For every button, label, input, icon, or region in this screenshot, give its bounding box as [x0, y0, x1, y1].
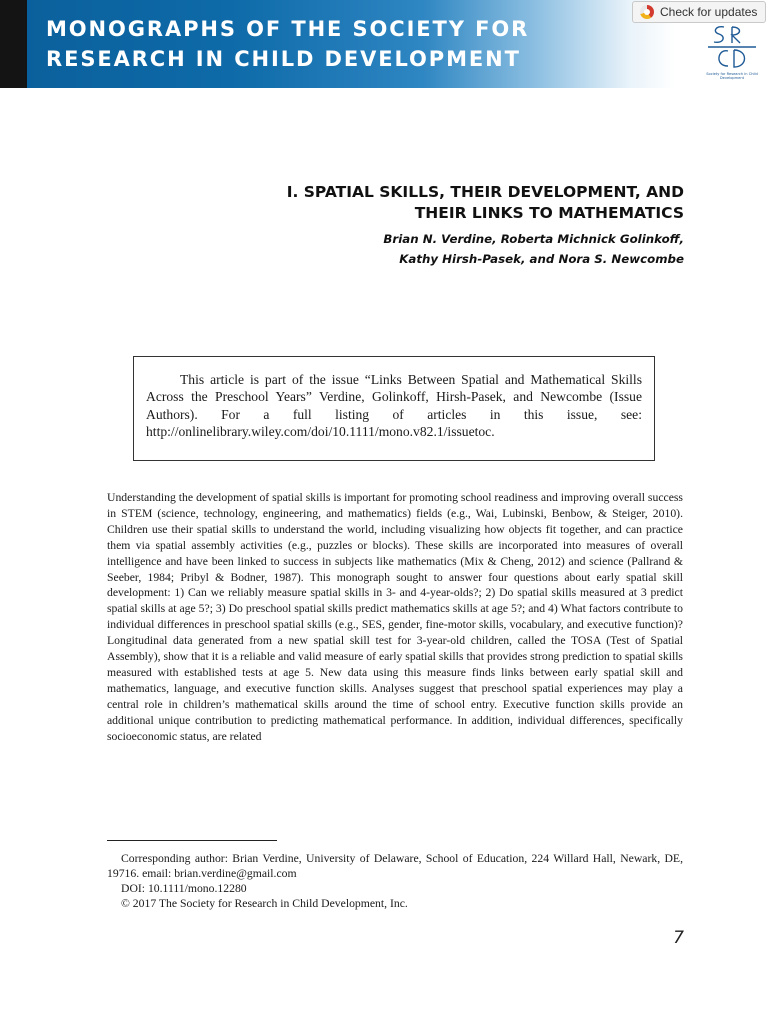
journal-title-line-2: RESEARCH IN CHILD DEVELOPMENT — [46, 47, 521, 71]
check-for-updates-button[interactable] — [632, 1, 766, 23]
srcd-logo-caption: Society for Research in Child Development — [706, 72, 758, 80]
journal-title — [46, 14, 566, 74]
article-title-line-1: I. SPATIAL SKILLS, THEIR DEVELOPMENT, AND — [286, 183, 684, 201]
article-title-line-2: THEIR LINKS TO MATHEMATICS — [414, 204, 684, 222]
journal-title-line-1: MONOGRAPHS OF THE SOCIETY FOR — [46, 17, 530, 41]
check-for-updates-label: Check for updates — [660, 5, 758, 19]
page-number: 7 — [673, 928, 684, 948]
srcd-logo — [704, 24, 760, 82]
footnote-doi: DOI: 10.1111/mono.12280 — [121, 882, 247, 895]
authors-line-1: Brian N. Verdine, Roberta Michnick Golinkoff, — [383, 232, 684, 246]
crossmark-icon — [640, 5, 654, 19]
banner-edge-stripe — [0, 0, 27, 88]
footnote-rule — [107, 840, 277, 841]
footnote-copyright: © 2017 The Society for Research in Child Development, Inc. — [121, 897, 408, 910]
abstract-text: Understanding the development of spatial skills is important for promoting school readiness and improving overall success in STEM (science, technology, engineering, and mathematics) fields (e.g., Wai, Lubinski, Benbow, & Steiger, 2010). Children use their spatial skills to understand the world, including visualizing how objects fit together, and can practice them via spatial assembly activities (e.g., puzzles or blocks). These skills are incorporated into measures of overall intelligence and have been linked to success in subjects like mathematics (Mix & Cheng, 2012) and science (Pallrand & Seeber, 1984; Pribyl & Bodner, 1987). This monograph sought to answer four questions about early spatial skill development: 1) Can we reliably measure spatial skills in 3- and 4-year-olds?; 2) Do spatial skills measured at 3 predict spatial skills at age 5?; 3) Do preschool spatial skills predict mathematics skills at age 5?; and 4) What factors contribute to individual differences in preschool spatial skills (e.g., SES, gender, fine-motor skills, vocabulary, and executive function)? Longitudinal data generated from a new spatial skill test for 3-year-old children, called the TOSA (Test of Spatial Assembly), show that it is a reliable and valid measure of early spatial skills that provides strong prediction to spatial skills measured with established tests at age 5. New data using this measure finds links between early spatial skill and mathematics, language, and executive function skills. Analyses suggest that preschool spatial experiences may play a central role in children’s mathematical skills around the time of school entry. Executive function skills provide an additional unique contribution to predicting mathematical performance. In addition, individual differences, specifically socioeconomic status, are related — [107, 491, 683, 743]
article-authors — [240, 229, 684, 269]
article-title — [200, 182, 684, 224]
footnote — [107, 851, 683, 911]
issue-note-box: This article is part of the issue “Links Between Spatial and Mathematical Skills Across the Preschool Years” Verdine, Golinkoff, Hirsh-Pasek, and Newcombe (Issue Authors). For a full listing of articles in this issue, see: http://onlinelibrary.wiley.com/doi/10.1111/mono.v82.1/issuetoc. — [133, 356, 655, 461]
footnote-corresponding-author: Corresponding author: Brian Verdine, University of Delaware, School of Education, 224 Willard Hall, Newark, DE, 19716. email: brian.verdine@gmail.com — [107, 852, 683, 880]
srcd-logo-mark — [704, 24, 760, 72]
authors-line-2: Kathy Hirsh-Pasek, and Nora S. Newcombe — [399, 252, 684, 266]
